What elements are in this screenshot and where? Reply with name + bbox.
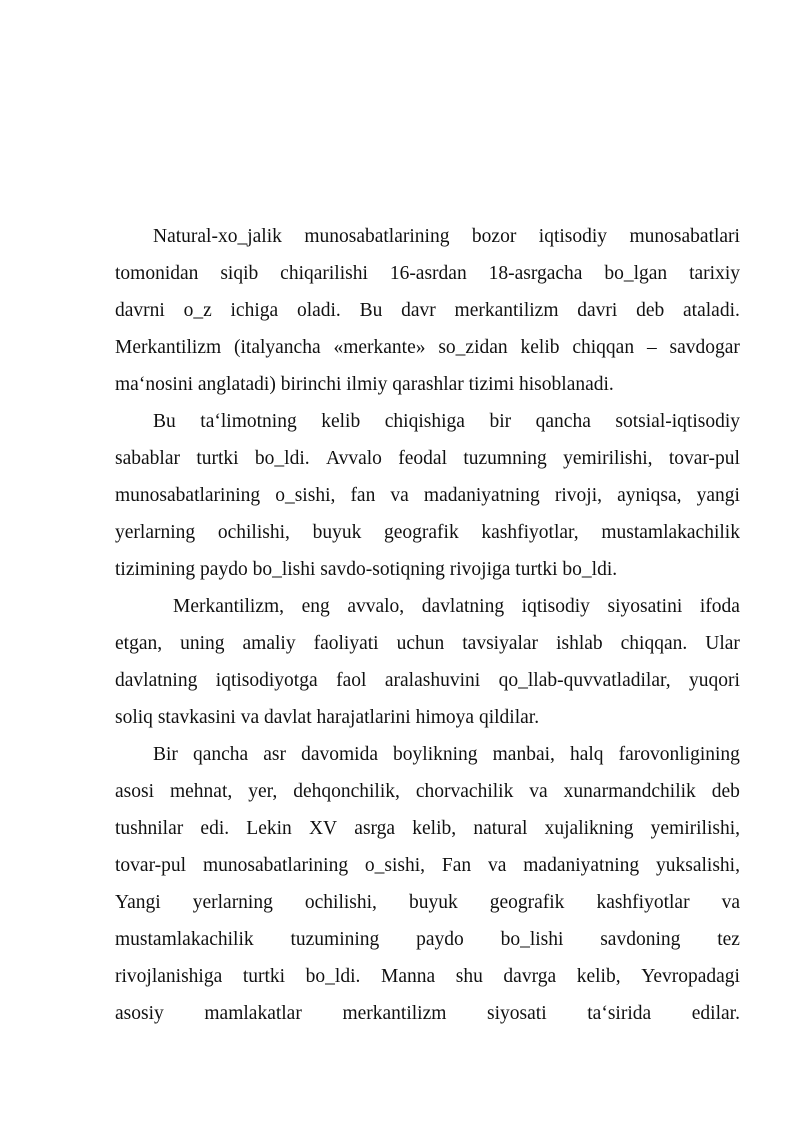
word: yuqori bbox=[689, 670, 740, 691]
text-line bbox=[115, 218, 740, 255]
word: kashfiyotlar bbox=[596, 892, 690, 913]
word: va bbox=[721, 892, 740, 913]
word: rivojiga bbox=[449, 559, 511, 580]
word: anglatadi) bbox=[197, 374, 276, 395]
word: tavsiyalar bbox=[462, 633, 539, 654]
word: halq bbox=[569, 744, 604, 765]
word: feodal bbox=[398, 448, 448, 469]
word: Merkantilizm bbox=[115, 337, 222, 358]
word: madaniyatning bbox=[423, 485, 540, 506]
word: merkantilizm bbox=[454, 300, 559, 321]
word: sotsial-iqtisodiy bbox=[615, 411, 740, 432]
word: boylikning bbox=[393, 744, 478, 765]
word: mustamlakachilik bbox=[601, 522, 740, 543]
word: savdo-sotiqning bbox=[320, 559, 445, 580]
word: yemirilishi, bbox=[650, 818, 740, 839]
text-line bbox=[115, 810, 740, 847]
word: tarixiy bbox=[689, 263, 740, 284]
word: Yevropadagi bbox=[641, 966, 740, 987]
word: turtki bbox=[242, 966, 286, 987]
word: ataladi. bbox=[683, 300, 740, 321]
word: Avvalo bbox=[325, 448, 382, 469]
word: qarashlar bbox=[392, 374, 464, 395]
word: bo_lishi bbox=[500, 929, 564, 950]
word: ishlab bbox=[556, 633, 603, 654]
word: Bu bbox=[359, 300, 383, 321]
text-line bbox=[115, 921, 740, 958]
word: geografik bbox=[489, 892, 565, 913]
word: davr bbox=[401, 300, 436, 321]
word: «merkante» bbox=[333, 337, 426, 358]
word: fan bbox=[350, 485, 376, 506]
word: chorvachilik bbox=[415, 781, 514, 802]
word: qo_llab-quvvatladilar, bbox=[498, 670, 671, 691]
word: ochilishi, bbox=[304, 892, 377, 913]
word: yuksalishi, bbox=[655, 855, 740, 876]
word: bo_ldi. bbox=[305, 966, 361, 987]
word: savdogar bbox=[669, 337, 740, 358]
word: sabablar bbox=[115, 448, 180, 469]
word: Yangi bbox=[115, 892, 161, 913]
text-line bbox=[115, 403, 740, 440]
word: xujalikning bbox=[544, 818, 634, 839]
word: kelib, bbox=[412, 818, 457, 839]
word: taʻsirida bbox=[587, 1003, 652, 1024]
word: mehnat, bbox=[169, 781, 233, 802]
word: merkantilizm bbox=[342, 1003, 447, 1024]
word: davri bbox=[577, 300, 618, 321]
word: munosabatlarining bbox=[304, 226, 450, 247]
word: – bbox=[646, 337, 657, 358]
word: Bir bbox=[153, 744, 178, 765]
word: kelib bbox=[321, 411, 361, 432]
word: aralashuvini bbox=[384, 670, 481, 691]
text-line bbox=[115, 366, 740, 403]
text-line bbox=[115, 958, 740, 995]
word: edilar. bbox=[691, 1003, 740, 1024]
word: o_z bbox=[183, 300, 212, 321]
word: va bbox=[488, 855, 507, 876]
text-body bbox=[115, 218, 740, 1032]
word: asosi bbox=[115, 781, 154, 802]
word: natural bbox=[473, 818, 528, 839]
word: deb bbox=[636, 300, 665, 321]
word: amaliy bbox=[242, 633, 296, 654]
text-line bbox=[115, 255, 740, 292]
word: asrga bbox=[354, 818, 396, 839]
text-line bbox=[115, 551, 740, 588]
word: iqtisodiy bbox=[538, 226, 608, 247]
word: yangi bbox=[696, 485, 740, 506]
word: kelib, bbox=[576, 966, 621, 987]
word: madaniyatning bbox=[523, 855, 640, 876]
word: chiqarilishi bbox=[280, 263, 368, 284]
word: taʻlimotning bbox=[200, 411, 297, 432]
word: rivoji, bbox=[554, 485, 602, 506]
text-line bbox=[115, 292, 740, 329]
word: tez bbox=[717, 929, 740, 950]
word: rivojlanishiga bbox=[115, 966, 223, 987]
text-line bbox=[115, 329, 740, 366]
word: mamlakatlar bbox=[204, 1003, 302, 1024]
word: tomonidan bbox=[115, 263, 199, 284]
word: tizimi bbox=[468, 374, 515, 395]
word: birinchi bbox=[280, 374, 342, 395]
word: oladi. bbox=[296, 300, 341, 321]
word: chiqishiga bbox=[384, 411, 465, 432]
word: tuzumning bbox=[463, 448, 547, 469]
word: Ular bbox=[705, 633, 740, 654]
word: siyosati bbox=[487, 1003, 547, 1024]
word: siyosatini bbox=[607, 596, 683, 617]
word: va bbox=[240, 707, 260, 728]
word: tovar-pul bbox=[668, 448, 740, 469]
word: qancha bbox=[535, 411, 591, 432]
word: bo_lishi bbox=[252, 559, 316, 580]
word: yerlarning bbox=[115, 522, 196, 543]
word: harajatlarini bbox=[316, 707, 411, 728]
word: Lekin bbox=[246, 818, 292, 839]
word: geografik bbox=[384, 522, 459, 543]
word: etgan, bbox=[115, 633, 163, 654]
word: hisoblanadi. bbox=[519, 374, 614, 395]
word: davlat bbox=[263, 707, 312, 728]
text-line bbox=[115, 773, 740, 810]
word: ilmiy bbox=[346, 374, 388, 395]
text-line bbox=[115, 477, 740, 514]
word: yemirilishi, bbox=[563, 448, 653, 469]
word: davrga bbox=[503, 966, 557, 987]
word: asr bbox=[263, 744, 287, 765]
word: dehqonchilik, bbox=[293, 781, 400, 802]
word: 18-asrgacha bbox=[488, 263, 583, 284]
word: munosabatlarining bbox=[202, 855, 349, 876]
word: iqtisodiy bbox=[521, 596, 590, 617]
word: bir bbox=[489, 411, 512, 432]
word: kashfiyotlar, bbox=[481, 522, 579, 543]
word: turtki bbox=[515, 559, 558, 580]
word: tushnilar bbox=[115, 818, 184, 839]
word: maʻnosini bbox=[115, 374, 193, 395]
word: uchun bbox=[396, 633, 445, 654]
word: mustamlakachilik bbox=[115, 929, 254, 950]
word: siqib bbox=[220, 263, 259, 284]
word: so_zidan bbox=[438, 337, 508, 358]
text-line bbox=[115, 736, 740, 773]
word: chiqqan bbox=[572, 337, 635, 358]
text-line bbox=[115, 514, 740, 551]
word: bozor bbox=[471, 226, 517, 247]
word: avvalo, bbox=[347, 596, 405, 617]
word: buyuk bbox=[408, 892, 458, 913]
word: bo_lgan bbox=[604, 263, 668, 284]
text-line bbox=[115, 884, 740, 921]
text-line bbox=[115, 625, 740, 662]
word: o_sishi, bbox=[364, 855, 426, 876]
word: va bbox=[390, 485, 409, 506]
word: Bu bbox=[153, 411, 176, 432]
text-line bbox=[115, 662, 740, 699]
word: yerlarning bbox=[192, 892, 273, 913]
word: davlatning bbox=[115, 670, 198, 691]
word: deb bbox=[711, 781, 740, 802]
word: Natural-xo_jalik bbox=[153, 226, 282, 247]
word: tizimining bbox=[115, 559, 196, 580]
word: farovonligining bbox=[618, 744, 740, 765]
word: asosiy bbox=[115, 1003, 164, 1024]
word: faol bbox=[336, 670, 367, 691]
word: Manna bbox=[380, 966, 436, 987]
word: ichiga bbox=[230, 300, 279, 321]
word: edi. bbox=[200, 818, 230, 839]
word: qildilar. bbox=[478, 707, 540, 728]
word: 16-asrdan bbox=[389, 263, 467, 284]
word: munosabatlarining bbox=[115, 485, 261, 506]
word: bo_ldi. bbox=[562, 559, 618, 580]
word: chiqqan. bbox=[620, 633, 688, 654]
word: bo_ldi. bbox=[254, 448, 310, 469]
word: buyuk bbox=[312, 522, 362, 543]
text-line bbox=[115, 588, 740, 625]
word: tovar-pul bbox=[115, 855, 187, 876]
word: kelib bbox=[520, 337, 560, 358]
text-line bbox=[115, 699, 740, 736]
word: faoliyati bbox=[313, 633, 379, 654]
word: savdoning bbox=[600, 929, 681, 950]
word: himoya bbox=[415, 707, 475, 728]
word: davlatning bbox=[421, 596, 505, 617]
word: Merkantilizm, bbox=[173, 596, 285, 617]
word: tuzumining bbox=[290, 929, 380, 950]
word: ayniqsa, bbox=[617, 485, 682, 506]
word: paydo bbox=[200, 559, 248, 580]
word: soliq bbox=[115, 707, 153, 728]
word: ochilishi, bbox=[217, 522, 290, 543]
word: xunarmandchilik bbox=[563, 781, 696, 802]
text-line bbox=[115, 995, 740, 1032]
word: yer, bbox=[248, 781, 278, 802]
word: ifoda bbox=[699, 596, 740, 617]
word: uning bbox=[180, 633, 225, 654]
word: o_sishi, bbox=[275, 485, 336, 506]
word: stavkasini bbox=[157, 707, 236, 728]
text-line bbox=[115, 847, 740, 884]
word: davrni bbox=[115, 300, 165, 321]
word: manbai, bbox=[492, 744, 555, 765]
word: eng bbox=[301, 596, 330, 617]
word: paydo bbox=[416, 929, 464, 950]
word: shu bbox=[455, 966, 483, 987]
word: (italyancha bbox=[233, 337, 321, 358]
word: turtki bbox=[196, 448, 239, 469]
word: iqtisodiyotga bbox=[215, 670, 318, 691]
word: munosabatlari bbox=[629, 226, 740, 247]
word: davomida bbox=[301, 744, 378, 765]
word: va bbox=[529, 781, 548, 802]
word: Fan bbox=[441, 855, 472, 876]
text-line bbox=[115, 440, 740, 477]
word: qancha bbox=[192, 744, 249, 765]
word: XV bbox=[308, 818, 338, 839]
